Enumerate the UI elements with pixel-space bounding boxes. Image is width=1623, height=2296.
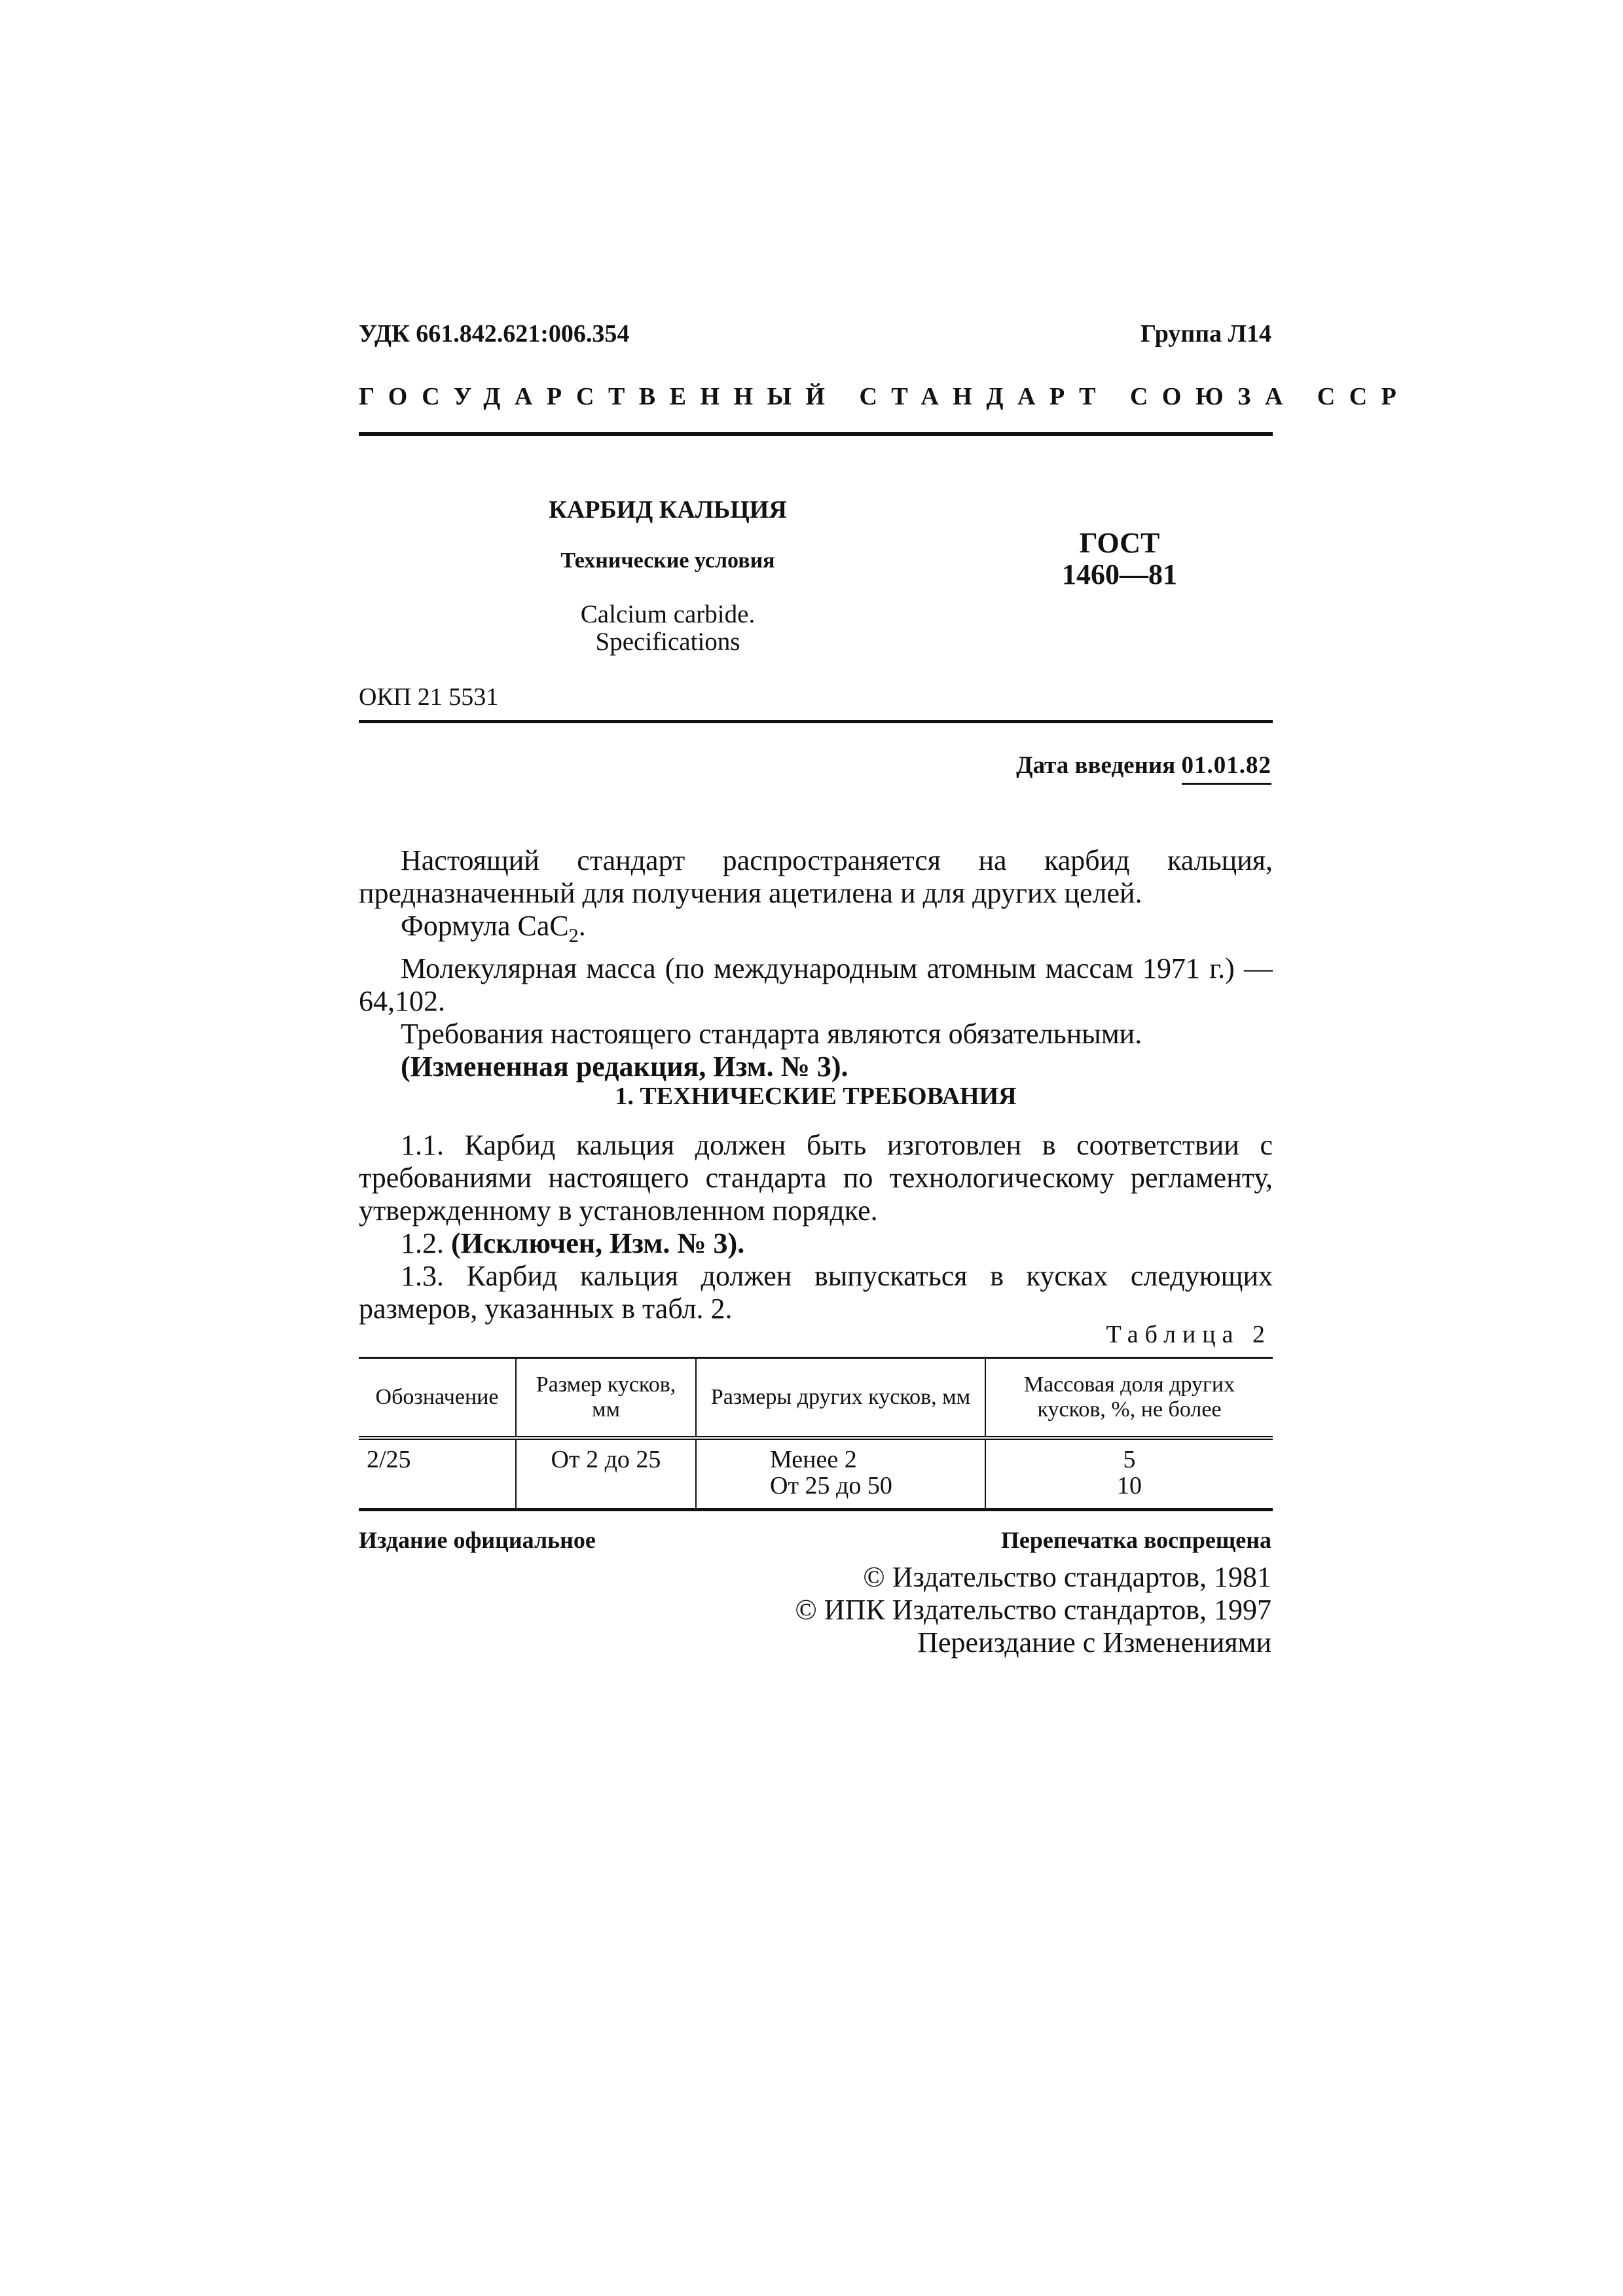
table-cell: [696, 1438, 985, 1510]
table-row: [359, 1438, 1273, 1510]
table-cell: [985, 1438, 1273, 1510]
clause-1-3: 1.3. Карбид кальция должен выпускаться в кусках следующих размеров, указанных в табл. 2.: [359, 1260, 1273, 1325]
okp-code: ОКП 21 5531: [359, 683, 499, 711]
section-heading: 1. ТЕХНИЧЕСКИЕ ТРЕБОВАНИЯ: [615, 1083, 1017, 1110]
intro-paragraph: Настоящий стандарт распространяется на карбид кальция, предназначенный для получения ацетилена и для других целей.: [359, 844, 1273, 909]
gost-label: ГОСТ: [1079, 527, 1160, 559]
revision-note: (Измененная редакция, Изм. № 3).: [401, 1050, 848, 1083]
reissue-note: Переиздание с Изменениями: [917, 1626, 1271, 1659]
copyright-1981: © Издательство стандартов, 1981: [863, 1561, 1271, 1593]
table-header-cell: Обозначение: [359, 1358, 516, 1439]
gost-number: [1008, 528, 1231, 590]
copyright-1997: © ИПК Издательство стандартов, 1997: [795, 1594, 1271, 1626]
mandatory-paragraph: Требования настоящего стандарта являются обязательными.: [401, 1017, 1142, 1050]
english-title-line2: Specifications: [595, 628, 740, 656]
group-code: Группа Л14: [1140, 320, 1271, 348]
table-header-cell: Массовая доля других кусков, %, не более: [1023, 1372, 1235, 1422]
document-title: КАРБИД КАЛЬЦИЯ: [549, 496, 787, 524]
table-2: [359, 1357, 1273, 1511]
document-subtitle: Технические условия: [560, 548, 775, 573]
formula-suffix: .: [578, 910, 586, 942]
other-size-1: Менее 2: [770, 1446, 857, 1473]
introduction-date: [1016, 751, 1271, 780]
introduction-date-label: Дата введения: [1016, 752, 1176, 779]
formula-prefix: Формула CaC: [401, 910, 569, 942]
clause-1-1: 1.1. Карбид кальция должен быть изготовлен в соответствии с требованиями настоящего стандарта по технологическому регламенту, утвержденному в установленном порядке.: [359, 1129, 1273, 1227]
molar-mass-paragraph: Молекулярная масса (по международным атомным массам 1971 г.) — 64,102.: [359, 952, 1273, 1017]
english-title: [458, 601, 877, 656]
section1-block: [359, 1129, 1273, 1325]
introduction-date-value: 01.01.82: [1182, 752, 1272, 785]
table-caption: Таблица 2: [1106, 1321, 1271, 1348]
reprint-notice: Перепечатка воспрещена: [1000, 1527, 1271, 1553]
table-header-row: [359, 1358, 1273, 1439]
state-standard-heading: ГОСУДАРСТВЕННЫЙ СТАНДАРТ СОЮЗА ССР: [359, 383, 1411, 410]
header-divider: [359, 432, 1273, 436]
table-header-cell: Размеры других кусков, мм: [696, 1358, 985, 1439]
table-cell: От 2 до 25: [516, 1438, 696, 1510]
share-2: 10: [1117, 1472, 1142, 1499]
clause-1-2-number: 1.2.: [401, 1227, 444, 1259]
formula-subscript: 2: [568, 924, 579, 946]
clause-1-2: [359, 1227, 1273, 1260]
clause-1-2-text: (Исключен, Изм. № 3).: [451, 1227, 745, 1259]
english-title-line1: Calcium carbide.: [580, 600, 756, 628]
okp-divider: [359, 720, 1273, 723]
official-edition: Издание официальное: [359, 1527, 596, 1553]
formula-line: [359, 910, 1273, 952]
other-size-2: От 25 до 50: [770, 1472, 892, 1499]
udk-code: УДК 661.842.621:006.354: [359, 320, 630, 348]
share-1: 5: [1123, 1446, 1136, 1473]
table-cell: 2/25: [359, 1438, 516, 1510]
gost-code: 1460—81: [1062, 558, 1177, 590]
table-header-cell: Размер кусков, мм: [516, 1358, 696, 1439]
intro-block: [359, 844, 1273, 1083]
